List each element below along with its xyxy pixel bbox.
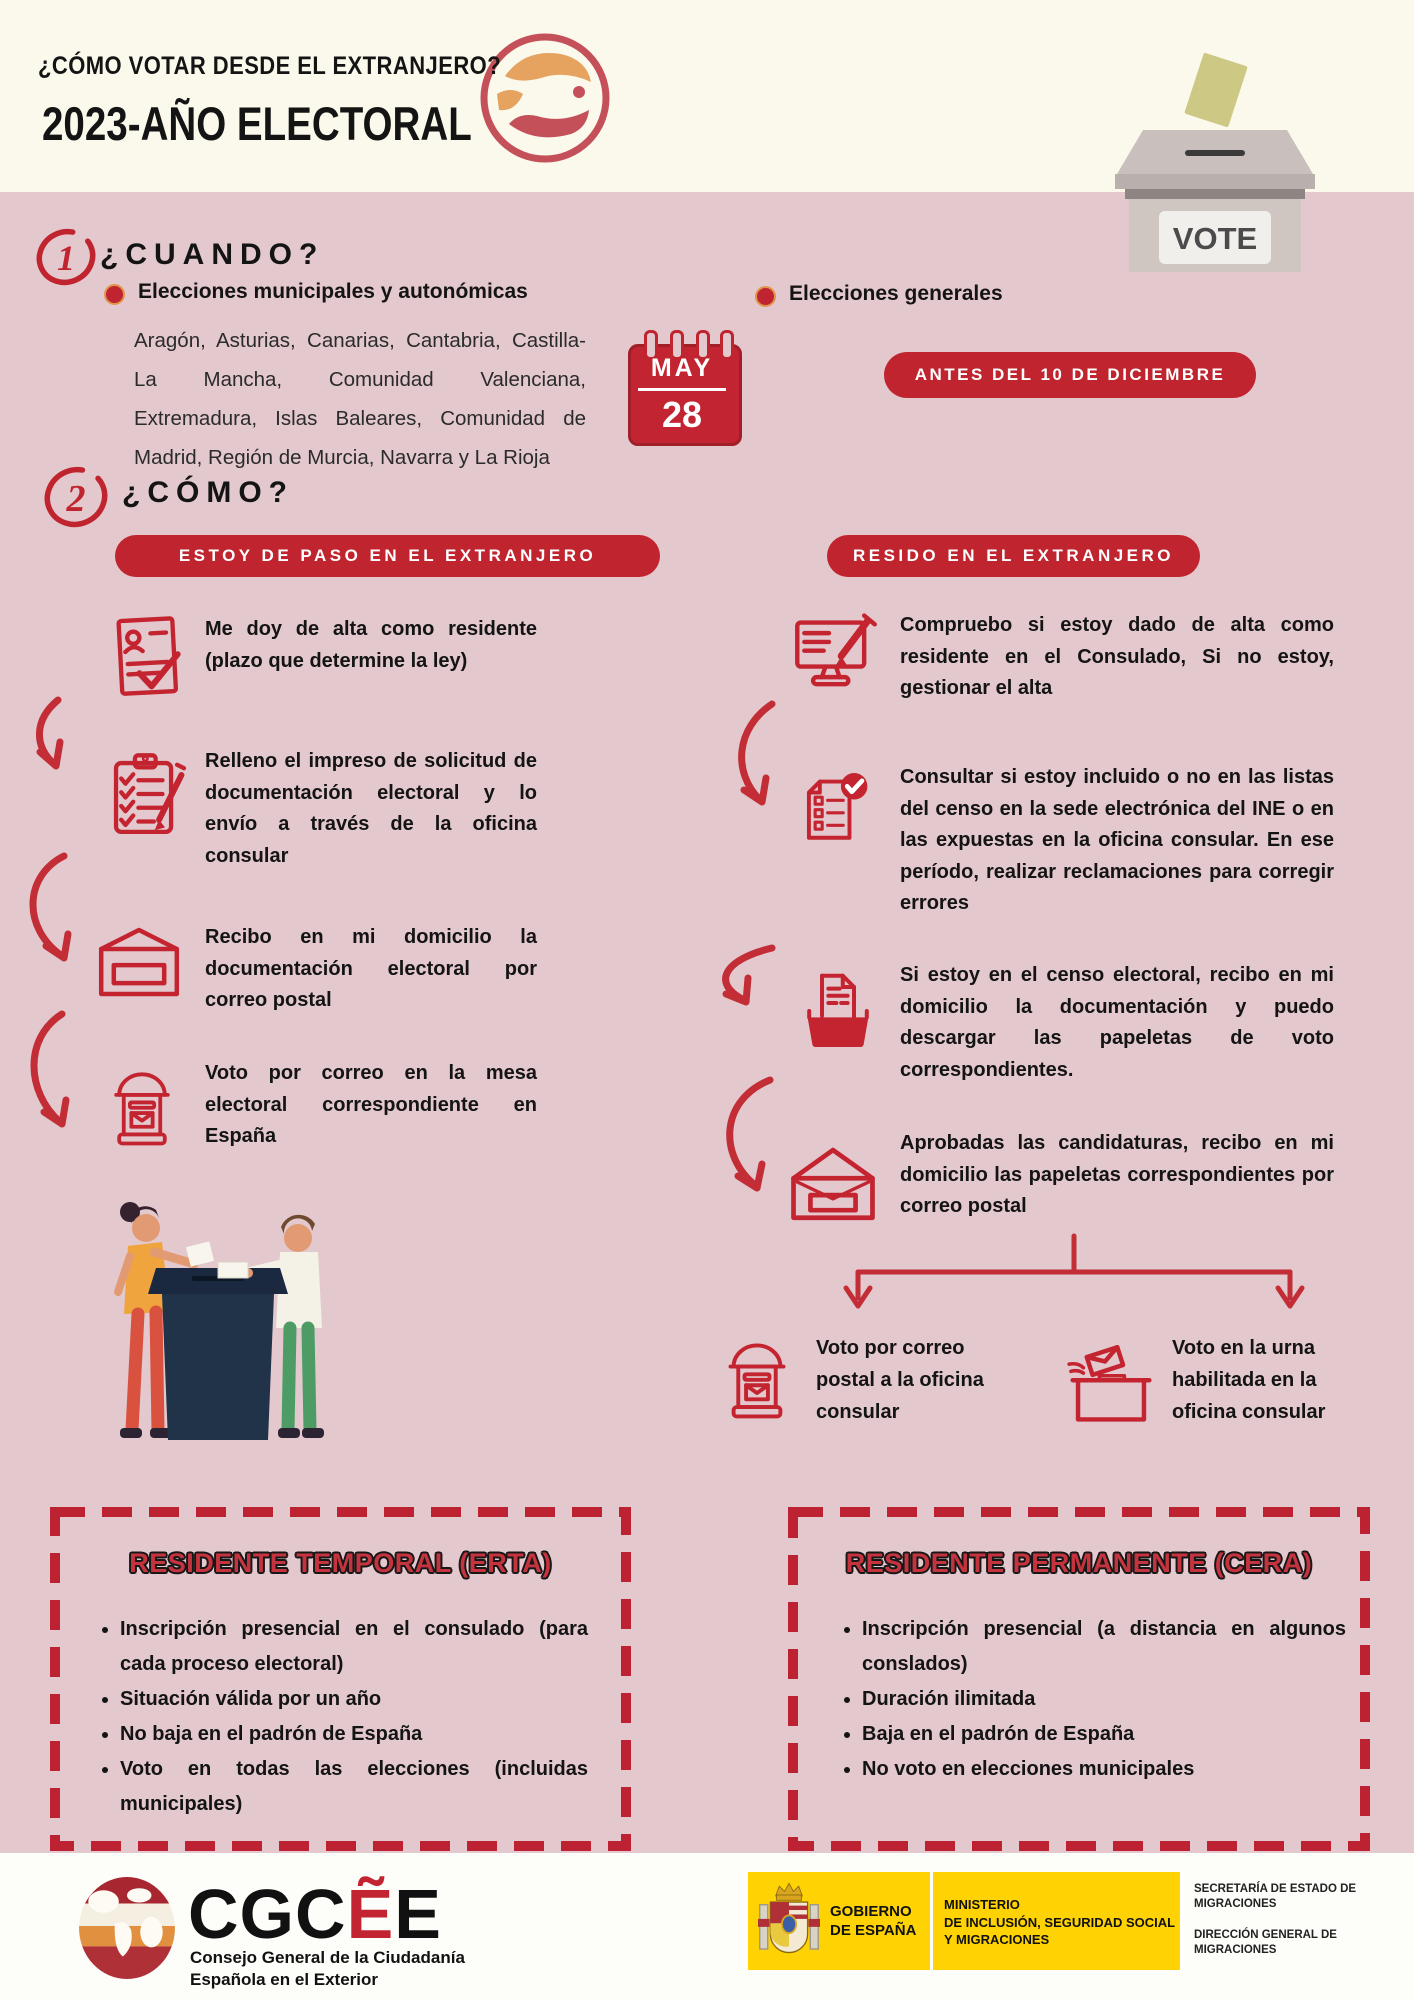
secretaria-estado-label: SECRETARÍA DE ESTADO DE MIGRACIONES — [1194, 1883, 1357, 1910]
page-title-line2: 2023-AÑO ELECTORAL — [42, 97, 472, 150]
regions-paragraph: Aragón, Asturias, Canarias, Cantabria, Castilla-La Mancha, Comunidad Valenciana, Extremadura, Islas Baleares, Comunidad de Madrid, Región de Murcia, Navarra y La Rioja — [134, 329, 586, 469]
envelope-icon — [94, 922, 184, 1002]
section-number-1: 1 — [57, 238, 75, 278]
vote-label: VOTE — [1172, 221, 1258, 256]
cgcee-name-line2: Española en el Exterior — [190, 1970, 379, 1989]
step-text: Me doy de alta como residente (plazo que determine la ley) — [205, 618, 537, 672]
gov-name-line1: GOBIERNO — [830, 1903, 912, 1920]
census-check-icon — [798, 760, 876, 850]
cgcee-name-line1: Consejo General de la Ciudadanía — [190, 1948, 465, 1967]
voters-illustration — [100, 1172, 340, 1472]
step-text: Relleno el impreso de solicitud de documentación electoral y lo envío a través de la oficina consular — [205, 750, 537, 867]
direccion-general-label: DIRECCIÓN GENERAL DE MIGRACIONES — [1194, 1929, 1337, 1956]
option-text: Voto en la urna habilitada en la oficina consular — [1172, 1337, 1326, 1423]
cgcee-acronym — [188, 1874, 442, 1954]
ballot-urn-icon — [1062, 1334, 1160, 1430]
section-heading-cuando: ¿CUANDO? — [100, 238, 325, 271]
document-tray-icon — [798, 968, 878, 1054]
ministry-line3: Y MIGRACIONES — [944, 1932, 1050, 1947]
spain-coat-of-arms-icon — [758, 1878, 820, 1966]
calendar-day: 28 — [661, 394, 703, 435]
section-heading-como: ¿CÓMO? — [122, 476, 294, 509]
resident-pill: RESIDO EN EL EXTRANJERO — [827, 535, 1200, 577]
cera-title: RESIDENTE PERMANENTE (CERA) — [845, 1548, 1313, 1578]
calendar-icon — [628, 330, 736, 442]
postbox-icon — [718, 1324, 796, 1434]
section-number-2: 2 — [66, 478, 86, 520]
ministry-line1: MINISTERIO — [944, 1897, 1020, 1912]
cera-item: • Inscripción presencial (a distancia en algunos conslados) — [862, 1612, 1346, 1682]
cera-item: • Duración ilimitada — [862, 1682, 1346, 1717]
erta-item: • No baja en el padrón de España — [120, 1717, 588, 1752]
general-elections-label: Elecciones generales — [789, 282, 1003, 305]
section-number-2-circle — [42, 464, 110, 530]
gov-name-line2: DE ESPAÑA — [830, 1922, 917, 1939]
gov-panel-divider — [930, 1872, 933, 1970]
erta-list — [96, 1612, 588, 1822]
cgcee-acronym-part3: E — [394, 1875, 442, 1953]
municipal-elections-label: Elecciones municipales y autonómicas — [138, 280, 528, 303]
erta-item: • Situación válida por un año — [120, 1682, 588, 1717]
deadline-badge: ANTES DEL 10 DE DICIEMBRE — [884, 352, 1256, 398]
branch-connector — [846, 1236, 1302, 1306]
erta-item: • Inscripción presencial en el consulado (para cada proceso electoral) — [120, 1612, 588, 1682]
cera-item: • No voto en elecciones municipales — [862, 1752, 1346, 1787]
cgcee-acronym-part1: CGC — [188, 1875, 347, 1953]
page-title-line1: ¿CÓMO VOTAR DESDE EL EXTRANJERO? — [38, 52, 502, 80]
ministry-name — [944, 1896, 1175, 1949]
general-bullet-dot — [755, 286, 776, 307]
erta-title: RESIDENTE TEMPORAL (ERTA) — [129, 1548, 552, 1578]
municipal-bullet-dot — [104, 284, 125, 305]
postbox-icon — [104, 1054, 180, 1160]
globe-stamp-icon — [475, 28, 615, 168]
open-envelope-icon — [786, 1140, 880, 1224]
transit-pill: ESTOY DE PASO EN EL EXTRANJERO — [115, 535, 660, 577]
cgcee-acronym-part2: Ẽ — [346, 1875, 395, 1953]
calendar-month: MAY — [650, 354, 714, 382]
step-text: Compruebo si estoy dado de alta como residente en el Consulado, Si no estoy, gestionar el alta — [900, 614, 1334, 699]
ballot-box-illustration — [1115, 50, 1315, 272]
step-text: Aprobadas las candidaturas, recibo en mi domicilio las papeletas correspondientes por correo postal — [900, 1132, 1334, 1217]
step-text: Recibo en mi domicilio la documentación electoral por correo postal — [205, 926, 537, 1011]
cera-list — [838, 1612, 1346, 1787]
clipboard-checklist-icon — [104, 746, 190, 842]
computer-edit-icon — [792, 610, 880, 702]
section-number-1-circle — [34, 226, 98, 288]
gov-name — [830, 1902, 916, 1940]
step-text: Voto por correo en la mesa electoral correspondiente en España — [205, 1062, 537, 1147]
resident-form-icon — [110, 610, 188, 702]
erta-item: • Voto en todas las elecciones (incluidas municipales) — [120, 1752, 588, 1822]
step-text: Consultar si estoy incluido o no en las listas del censo en la sede electrónica del INE o en las expuestas en la oficina consular. En ese período, realizar reclamaciones para corregir errores — [900, 766, 1334, 914]
step-text: Si estoy en el censo electoral, recibo en mi domicilio la documentación y puedo descargar las papeletas de voto correspondientes. — [900, 964, 1334, 1081]
ministry-line2: DE INCLUSIÓN, SEGURIDAD SOCIAL — [944, 1914, 1176, 1930]
cgcee-globe-icon — [76, 1874, 178, 1982]
cera-item: • Baja en el padrón de España — [862, 1717, 1346, 1752]
option-text: Voto por correo postal a la oficina consular — [816, 1337, 984, 1423]
